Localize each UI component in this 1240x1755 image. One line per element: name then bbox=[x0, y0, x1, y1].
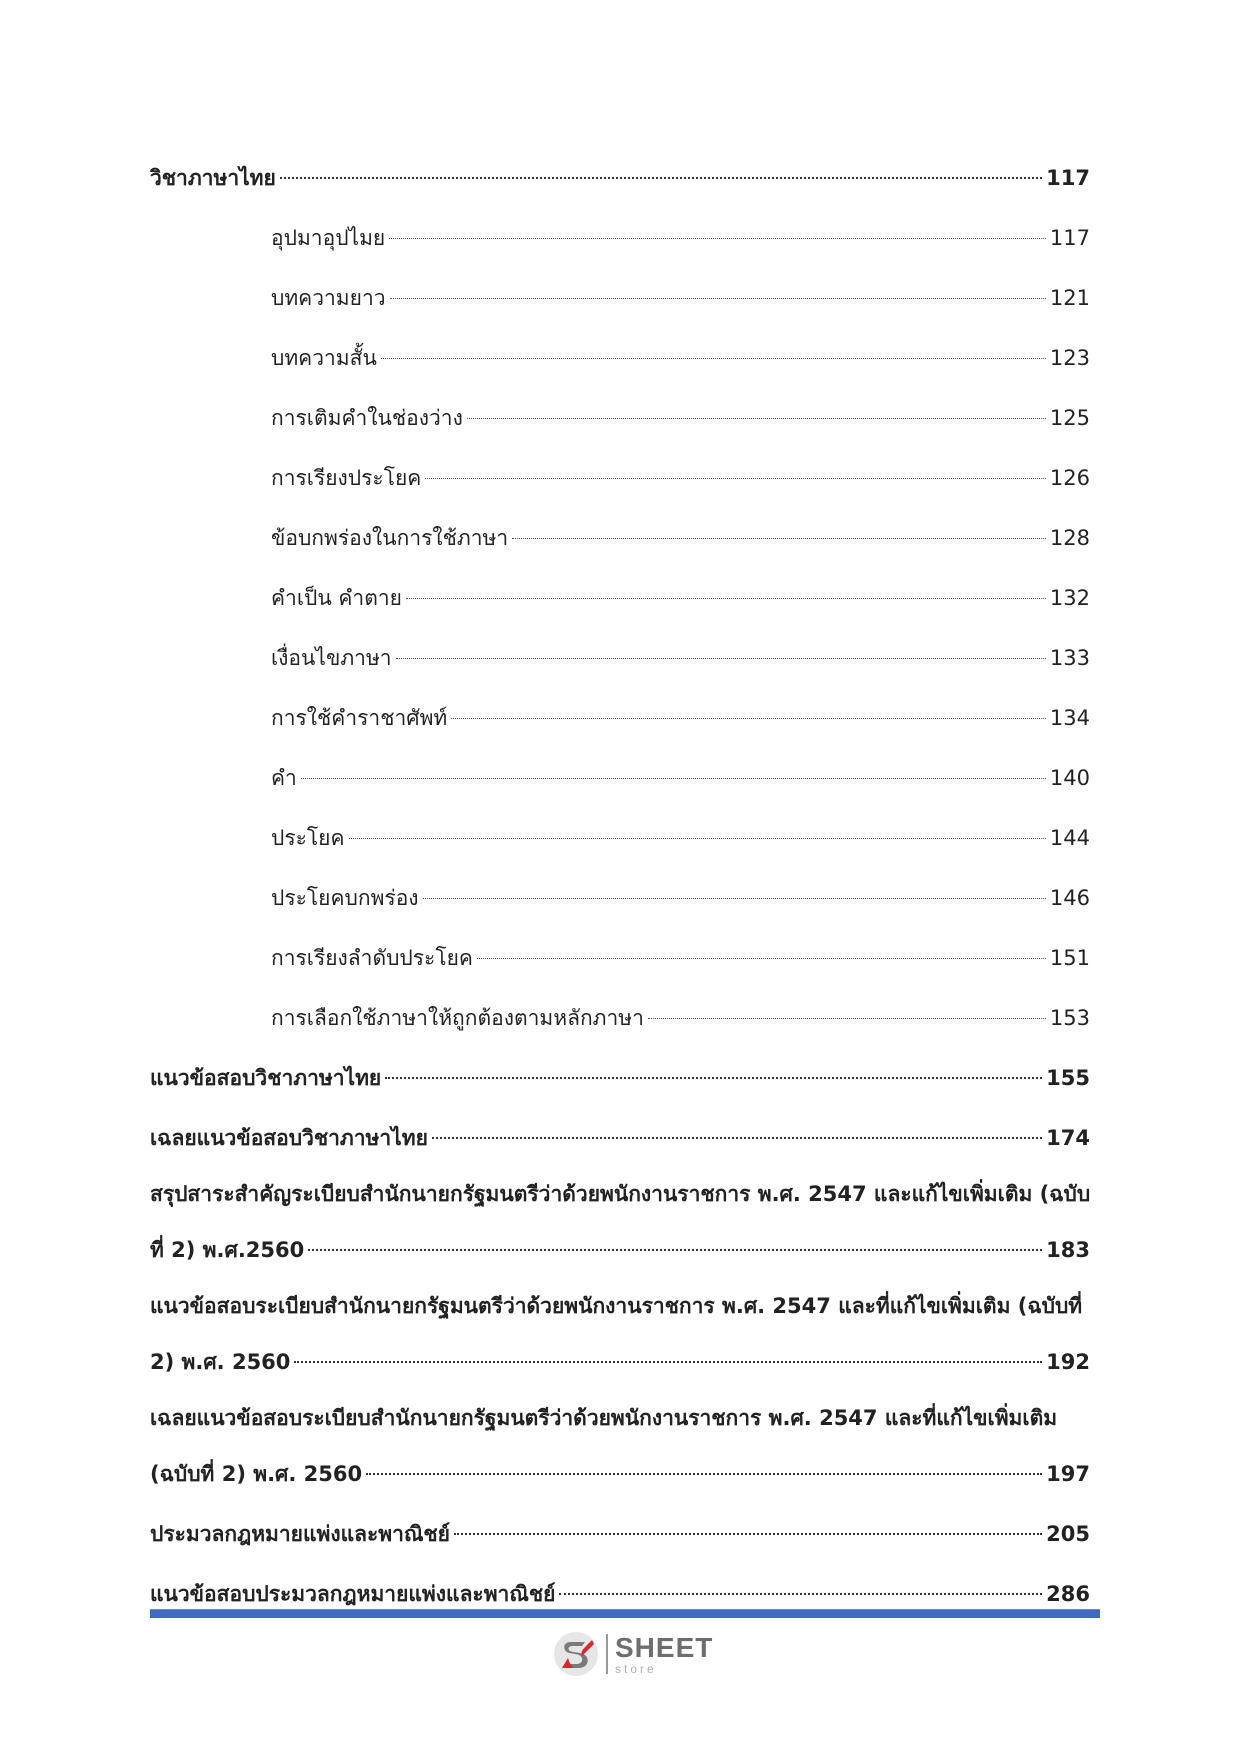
dot-leader bbox=[366, 1473, 1042, 1475]
toc-page-number: 197 bbox=[1046, 1462, 1090, 1486]
footer-rule bbox=[150, 1609, 1100, 1618]
dot-leader bbox=[425, 478, 1046, 479]
dot-leader bbox=[467, 418, 1046, 419]
toc-page-number: 140 bbox=[1049, 766, 1090, 790]
toc-page-number: 205 bbox=[1046, 1522, 1090, 1546]
toc-entry-title: ประโยค bbox=[271, 826, 345, 850]
toc-entry-title: บทความยาว bbox=[271, 286, 386, 310]
dot-leader bbox=[381, 358, 1046, 359]
toc-entry-title: แนวข้อสอบระเบียบสำนักนายกรัฐมนตรีว่าด้วยพนักงานราชการ พ.ศ. 2547 และที่แก้ไขเพิ่มเติม (ฉบับที่ bbox=[150, 1294, 1083, 1318]
dot-leader bbox=[648, 1018, 1046, 1019]
toc-entry-title: อุปมาอุปไมย bbox=[271, 226, 386, 250]
toc-entry-title: เงื่อนไขภาษา bbox=[271, 646, 392, 670]
dot-leader bbox=[559, 1593, 1042, 1595]
toc-entry-title: การเรียงลำดับประโยค bbox=[271, 946, 473, 970]
toc-subsection-entry[interactable] bbox=[150, 268, 1090, 328]
dot-leader bbox=[396, 658, 1046, 659]
toc-entry-title: คำ bbox=[271, 766, 297, 790]
toc-subsection-entry[interactable] bbox=[150, 748, 1090, 808]
toc-page-number: 286 bbox=[1046, 1582, 1090, 1606]
toc-entry-title: เฉลยแนวข้อสอบวิชาภาษาไทย bbox=[150, 1126, 428, 1150]
dot-leader bbox=[308, 1249, 1042, 1251]
toc-entry-title: สรุปสาระสำคัญระเบียบสำนักนายกรัฐมนตรีว่าด้วยพนักงานราชการ พ.ศ. 2547 และแก้ไขเพิ่มเติม (ฉบับ bbox=[150, 1182, 1090, 1206]
toc-subsection-entry[interactable] bbox=[150, 328, 1090, 388]
toc-page-number: 133 bbox=[1049, 646, 1090, 670]
toc-entry-title: บทความสั้น bbox=[271, 346, 377, 370]
toc-section-entry[interactable] bbox=[150, 1168, 1090, 1280]
toc-page-number: 155 bbox=[1046, 1066, 1090, 1090]
dot-leader bbox=[406, 598, 1046, 599]
dot-leader bbox=[280, 177, 1042, 179]
toc-entry-title: ประโยคบกพร่อง bbox=[271, 886, 419, 910]
toc-subsection-entry[interactable] bbox=[150, 988, 1090, 1048]
toc-section-entry[interactable] bbox=[150, 1048, 1090, 1108]
toc-entry-title: ประมวลกฎหมายแพ่งและพาณิชย์ bbox=[150, 1522, 450, 1546]
toc-entry-title: การเรียงประโยค bbox=[271, 466, 422, 490]
toc-page-number: 174 bbox=[1046, 1126, 1090, 1150]
sheet-store-logo bbox=[552, 1628, 713, 1680]
toc-page-number: 192 bbox=[1046, 1350, 1090, 1374]
logo-text bbox=[615, 1631, 714, 1676]
toc-entry-title: การเติมคำในช่องว่าง bbox=[271, 406, 463, 430]
toc-entry-title: แนวข้อสอบประมวลกฎหมายแพ่งและพาณิชย์ bbox=[150, 1582, 556, 1606]
toc-page-number: 126 bbox=[1049, 466, 1090, 490]
toc-subsection-entry[interactable] bbox=[150, 808, 1090, 868]
toc-section-entry[interactable] bbox=[150, 1108, 1090, 1168]
logo-word: SHEET bbox=[615, 1631, 714, 1663]
toc-page-number: 117 bbox=[1046, 166, 1090, 190]
dot-leader bbox=[454, 1533, 1042, 1535]
toc-entry-title: ข้อบกพร่องในการใช้ภาษา bbox=[271, 526, 509, 550]
toc-subsection-entry[interactable] bbox=[150, 928, 1090, 988]
sheet-store-logo-icon bbox=[552, 1630, 600, 1678]
toc-subsection-entry[interactable] bbox=[150, 688, 1090, 748]
dot-leader bbox=[390, 298, 1046, 299]
dot-leader bbox=[389, 238, 1046, 239]
dot-leader bbox=[349, 838, 1046, 839]
logo-divider bbox=[606, 1634, 608, 1674]
dot-leader bbox=[294, 1361, 1042, 1363]
toc-subsection-entry[interactable] bbox=[150, 388, 1090, 448]
toc-page-number: 134 bbox=[1049, 706, 1090, 730]
dot-leader bbox=[477, 958, 1046, 959]
toc-page-number: 117 bbox=[1049, 226, 1090, 250]
dot-leader bbox=[301, 778, 1046, 779]
toc-page-number: 146 bbox=[1049, 886, 1090, 910]
toc-page-number: 132 bbox=[1049, 586, 1090, 610]
toc-entry-title: วิชาภาษาไทย bbox=[150, 166, 276, 190]
toc-subsection-entry[interactable] bbox=[150, 508, 1090, 568]
toc-entry-title-continuation: ที่ 2) พ.ศ.2560 bbox=[150, 1238, 305, 1262]
toc-section-entry[interactable] bbox=[150, 1280, 1090, 1392]
toc-section-entry[interactable] bbox=[150, 148, 1090, 208]
logo-sub: store bbox=[615, 1661, 657, 1676]
toc-page-number: 123 bbox=[1049, 346, 1090, 370]
toc-entry-title: เฉลยแนวข้อสอบระเบียบสำนักนายกรัฐมนตรีว่าด้วยพนักงานราชการ พ.ศ. 2547 และที่แก้ไขเพิ่มเติม bbox=[150, 1406, 1058, 1430]
dot-leader bbox=[385, 1077, 1042, 1079]
toc-page-number: 151 bbox=[1049, 946, 1090, 970]
table-of-contents bbox=[150, 148, 1090, 1624]
toc-page-number: 153 bbox=[1049, 1006, 1090, 1030]
toc-page-number: 121 bbox=[1049, 286, 1090, 310]
toc-subsection-entry[interactable] bbox=[150, 868, 1090, 928]
dot-leader bbox=[512, 538, 1046, 539]
dot-leader bbox=[432, 1137, 1042, 1139]
toc-section-entry[interactable] bbox=[150, 1504, 1090, 1564]
toc-page-number: 128 bbox=[1049, 526, 1090, 550]
toc-subsection-entry[interactable] bbox=[150, 628, 1090, 688]
toc-subsection-entry[interactable] bbox=[150, 568, 1090, 628]
toc-entry-title-continuation: (ฉบับที่ 2) พ.ศ. 2560 bbox=[150, 1462, 363, 1486]
dot-leader bbox=[423, 898, 1046, 899]
toc-page-number: 183 bbox=[1046, 1238, 1090, 1262]
toc-entry-title: การเลือกใช้ภาษาให้ถูกต้องตามหลักภาษา bbox=[271, 1006, 644, 1030]
toc-page-number: 144 bbox=[1049, 826, 1090, 850]
toc-page-number: 125 bbox=[1049, 406, 1090, 430]
toc-entry-title: แนวข้อสอบวิชาภาษาไทย bbox=[150, 1066, 382, 1090]
toc-entry-title-continuation: 2) พ.ศ. 2560 bbox=[150, 1350, 291, 1374]
toc-subsection-entry[interactable] bbox=[150, 448, 1090, 508]
toc-subsection-entry[interactable] bbox=[150, 208, 1090, 268]
toc-entry-title: การใช้คำราชาศัพท์ bbox=[271, 706, 448, 730]
dot-leader bbox=[451, 718, 1046, 719]
toc-section-entry[interactable] bbox=[150, 1392, 1090, 1504]
toc-entry-title: คำเป็น คำตาย bbox=[271, 586, 402, 610]
